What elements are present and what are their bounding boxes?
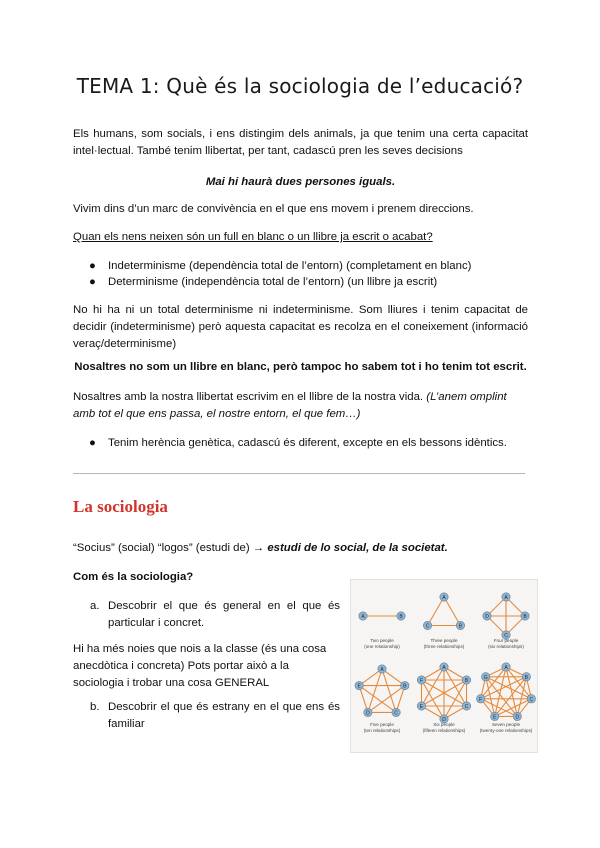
relationship-line — [357, 683, 396, 713]
graph-caption: Four people — [493, 638, 519, 643]
person-node-label: E — [493, 714, 497, 721]
subheading-com-es: Com és la sociologia? — [73, 571, 194, 583]
person-node-label: D — [366, 710, 370, 717]
quote-persones-iguals: Mai hi haurà dues persones iguals. — [205, 176, 396, 188]
person-node-label: B — [524, 674, 528, 681]
graph-6-people — [417, 663, 470, 733]
paragraph-determinisme: No hi ha ni un total determinisme ni indeterminisme. Som lliures i tenim capacitat de decidir (indeterminisme) però aquesta capacitat es recolza en el coneixement (informació veraç/determinisme) — [73, 304, 528, 350]
graph-caption: (one relationship) — [364, 644, 400, 649]
person-node-label: G — [483, 674, 488, 681]
etymology-text: “Socius” (social) “logos” (estudi de) → — [73, 542, 268, 554]
person-node-label: F — [479, 696, 483, 703]
person-node-label: D — [485, 614, 489, 620]
bullet-icon: ● — [89, 437, 96, 449]
horizontal-divider — [73, 473, 525, 474]
list-item: ● Indeterminisme (dependència total de l’entorn) (completament en blanc) — [89, 260, 472, 272]
determinism-list — [73, 258, 533, 290]
quote-llibre-en-blanc: Nosaltres no som un llibre en blanc, però tampoc ho sabem tot i ho tenim tot escrit. — [74, 361, 527, 373]
list-item-b — [90, 699, 340, 733]
list-item-a — [90, 598, 340, 632]
graph-5-people — [355, 665, 409, 733]
page-title: TEMA 1: Què és la sociologia de l’educació? — [76, 74, 524, 98]
etymology-definition: estudi de lo social, de la societat. — [267, 542, 448, 554]
person-node-label: B — [523, 614, 527, 620]
person-node-label: C — [464, 704, 469, 710]
bullet-icon: ● — [89, 276, 96, 288]
graph-caption: (six relationships) — [488, 644, 524, 649]
relationships-figure — [350, 579, 538, 753]
paragraph-marc: Vivim dins d’un marc de convivència en el que ens movem i prenem direccions. — [73, 203, 474, 215]
list-marker: a. — [90, 600, 100, 612]
person-node-label: B — [399, 614, 403, 620]
person-node-label: A — [504, 595, 508, 601]
relationships-diagram — [351, 580, 537, 752]
bullet-icon: ● — [89, 260, 96, 272]
section-heading-sociologia: La sociologia — [73, 497, 168, 516]
list-item: ● Determinisme (independència total de l’entorn) (un llibre ja escrit) — [89, 276, 438, 288]
graph-caption: Six people — [433, 722, 455, 727]
relationship-line — [382, 669, 396, 712]
intro-paragraph: Els humans, som socials, i ens distingim dels animals, ja que tenim una certa capacitat intel·lectual. També tenim llibertat, per tant, cadascú pren les seves decisions — [73, 128, 528, 157]
graph-caption: Two people — [370, 638, 394, 643]
list-item-text: Descobrir el que és general en el que és particular i concret. — [108, 600, 340, 629]
herencia-list — [73, 435, 533, 451]
graph-caption: (ten relationships) — [363, 728, 401, 733]
person-node-label: C — [425, 623, 430, 630]
graph-3-people — [423, 593, 464, 649]
graph-caption: (three relationships) — [423, 644, 465, 649]
person-node-label: F — [419, 678, 424, 684]
graph-4-people — [483, 593, 529, 649]
person-node-label: C — [394, 710, 398, 717]
person-node-label: D — [515, 714, 520, 721]
list-item: ● Tenim herència genètica, cadascú és diferent, excepte en els bessons idèntics. — [89, 437, 507, 449]
graph-caption: Three people — [430, 638, 458, 643]
person-node-label: C — [529, 696, 534, 703]
person-node-label: B — [458, 623, 463, 630]
graph-caption: (fifteen relationships) — [422, 728, 466, 733]
person-node-label: B — [403, 683, 407, 690]
person-node-label: E — [419, 704, 424, 710]
relationship-line — [368, 683, 407, 713]
paragraph-noies: Hi ha més noies que nois a la classe (és una cosa anecdòtica i concreta) Pots portar això a la sociologia i trobar una cosa GENERAL — [73, 643, 327, 689]
relationship-line — [368, 669, 382, 712]
person-node-label: A — [380, 667, 384, 673]
list-marker: b. — [90, 701, 100, 713]
person-node-label: D — [442, 717, 446, 723]
list-item-text: Descobrir el que és estrany en el que ens és familiar — [108, 701, 340, 730]
person-node-label: A — [442, 595, 446, 601]
paragraph-llibertat — [73, 389, 528, 423]
llibertat-italic-note: (L’anem omplint amb tot el que ens passa, el nostre entorn, el que fem…) — [73, 391, 507, 420]
person-node-label: A — [504, 665, 508, 671]
relationship-line — [444, 597, 460, 626]
graph-caption: Five people — [370, 722, 394, 727]
question-paragraph: Quan els nens neixen són un full en blanc o un llibre ja escrit o acabat? — [73, 231, 433, 243]
person-node-label: B — [464, 678, 469, 684]
person-node-label: E — [357, 683, 361, 690]
graph-caption: Seven people — [491, 722, 521, 727]
person-node-label: C — [504, 633, 508, 639]
graph-7-people — [476, 663, 535, 733]
etymology-paragraph — [73, 540, 528, 557]
person-node-label: A — [361, 614, 365, 620]
graph-2-people — [359, 612, 405, 649]
person-node-label: A — [442, 665, 446, 671]
llibertat-text: Nosaltres amb la nostra llibertat escrivim en el llibre de la nostra vida. — [73, 391, 424, 403]
relationship-line — [428, 597, 444, 626]
graph-caption: (twenty-one relationships) — [479, 728, 533, 733]
